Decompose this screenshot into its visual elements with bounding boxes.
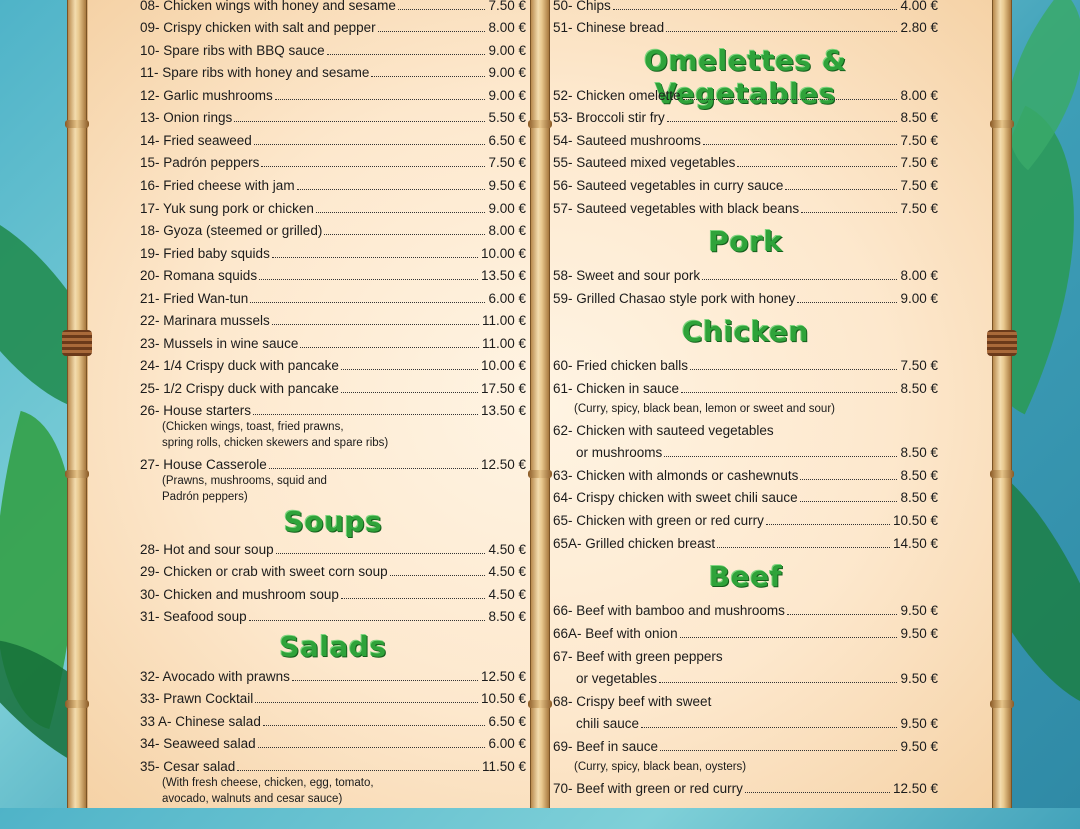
menu-item: 50- Chips 4.00 € [553,0,938,13]
menu-item: 09- Crispy chicken with salt and pepper 8.00 € [140,20,526,35]
menu-item: 18- Gyoza (steemed or grilled) 8.00 € [140,223,526,238]
menu-item: 15- Padrón peppers 7.50 € [140,155,526,170]
menu-item: 62- Chicken with sauteed vegetables [553,423,774,438]
menu-item: 67- Beef with green peppers [553,649,723,664]
menu-item: 68- Crispy beef with sweet [553,694,712,709]
menu-item: 66- Beef with bamboo and mushrooms 9.50 € [553,603,938,618]
menu-item: 65- Chicken with green or red curry 10.50 € [553,513,938,528]
menu-item: 52- Chicken omelette 8.00 € [553,88,938,103]
menu-item: 29- Chicken or crab with sweet corn soup 4.50 € [140,564,526,579]
menu-item: 23- Mussels in wine sauce 11.00 € [140,336,526,351]
menu-item: 51- Chinese bread 2.80 € [553,20,938,35]
menu-item: 20- Romana squids 13.50 € [140,268,526,283]
item-note: (With fresh cheese, chicken, egg, tomato, [162,777,374,789]
menu-item: 65A- Grilled chicken breast 14.50 € [553,536,938,551]
menu-item: 25- 1/2 Crispy duck with pancake 17.50 € [140,381,526,396]
menu-item: 34- Seaweed salad 6.00 € [140,736,526,751]
menu-item: 55- Sauteed mixed vegetables 7.50 € [553,155,938,170]
menu-item: 27- House Casserole 12.50 € [140,457,526,472]
menu-item: 58- Sweet and sour pork 8.00 € [553,268,938,283]
menu-item: 60- Fried chicken balls 7.50 € [553,358,938,373]
menu-item: 59- Grilled Chasao style pork with honey 9.00 € [553,291,938,306]
menu-item: 32- Avocado with prawns 12.50 € [140,669,526,684]
section-heading-soups: Soups [283,505,383,538]
menu-item: chili sauce 9.50 € [576,716,938,731]
menu-item: 35- Cesar salad 11.50 € [140,759,526,774]
item-note: Padrón peppers) [162,491,248,503]
menu-item: 54- Sauteed mushrooms 7.50 € [553,133,938,148]
menu-item: 33 A- Chinese salad 6.50 € [140,714,526,729]
menu-item: 17- Yuk sung pork or chicken 9.00 € [140,201,526,216]
menu-item: 22- Marinara mussels 11.00 € [140,313,526,328]
menu-item: 28- Hot and sour soup 4.50 € [140,542,526,557]
menu-item: 53- Broccoli stir fry 8.50 € [553,110,938,125]
bamboo-pole-center [530,0,550,808]
menu-item: 10- Spare ribs with BBQ sauce 9.00 € [140,43,526,58]
menu-item: 56- Sauteed vegetables in curry sauce 7.50 € [553,178,938,193]
bamboo-pole-left [67,0,87,808]
section-heading-chicken: Chicken [682,315,809,348]
menu-item: 63- Chicken with almonds or cashewnuts 8.50 € [553,468,938,483]
section-heading-omelettes: Omelettes & Vegetables [644,44,847,110]
item-note: (Prawns, mushrooms, squid and [162,475,327,487]
item-note: avocado, walnuts and cesar sauce) [162,793,343,805]
menu-item: 64- Crispy chicken with sweet chili sauce 8.50 € [553,490,938,505]
section-heading-beef: Beef [708,560,783,593]
menu-item: 21- Fried Wan-tun 6.00 € [140,291,526,306]
item-note: (Chicken wings, toast, fried prawns, [162,421,344,433]
menu-item: 24- 1/4 Crispy duck with pancake 10.00 € [140,358,526,373]
menu-item: 14- Fried seaweed 6.50 € [140,133,526,148]
menu-item: 12- Garlic mushrooms 9.00 € [140,88,526,103]
menu-item: 70- Beef with green or red curry 12.50 € [553,781,938,796]
menu-item: 33- Prawn Cocktail 10.50 € [140,691,526,706]
bamboo-pole-right [992,0,1012,808]
menu-item: 66A- Beef with onion 9.50 € [553,626,938,641]
section-heading-pork: Pork [708,225,783,258]
menu-item: 16- Fried cheese with jam 9.50 € [140,178,526,193]
item-note: (Curry, spicy, black bean, lemon or sweet and sour) [574,403,835,415]
menu-item: or vegetables 9.50 € [576,671,938,686]
menu-item: 08- Chicken wings with honey and sesame 7.50 € [140,0,526,13]
menu-item: 61- Chicken in sauce 8.50 € [553,381,938,396]
menu-item: 13- Onion rings 5.50 € [140,110,526,125]
menu-item: 69- Beef in sauce 9.50 € [553,739,938,754]
menu-item: 31- Seafood soup 8.50 € [140,609,526,624]
menu-item: or mushrooms 8.50 € [576,445,938,460]
menu-item: 30- Chicken and mushroom soup 4.50 € [140,587,526,602]
menu-item: 57- Sauteed vegetables with black beans 7.50 € [553,201,938,216]
menu-item: 11- Spare ribs with honey and sesame 9.00 € [140,65,526,80]
menu-item: 19- Fried baby squids 10.00 € [140,246,526,261]
menu-item: 26- House starters 13.50 € [140,403,526,418]
item-note: spring rolls, chicken skewers and spare ribs) [162,437,389,449]
section-heading-salads: Salads [279,630,387,663]
item-note: (Curry, spicy, black bean, oysters) [574,761,747,773]
